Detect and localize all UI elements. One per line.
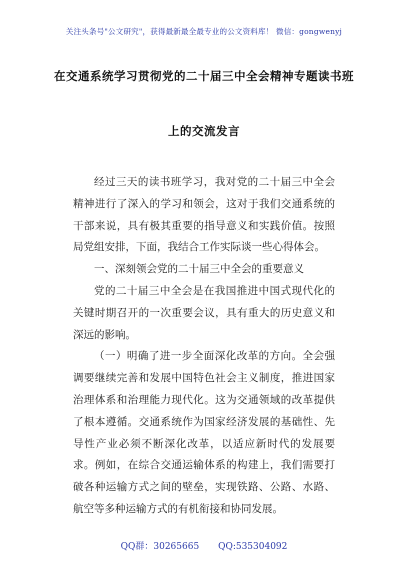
footer-qq-group: QQ群：30265665 (120, 542, 200, 552)
document-body (73, 172, 335, 521)
document-title-line-2: 上的交流发言 (168, 124, 240, 138)
footer-qq-number: QQ:535304092 (218, 542, 288, 552)
body-paragraph: （一）明确了进一步全面深化改革的方向。全会强调要继续完善和发展中国特色社会主义制度，推进国家治理体系和治理能力现代化。这为交通领域的改革提供了根本遵循。交通系统作为国家经济发展的基础性、先导性产业必须不断深化改革，以适应新时代的发展要求。例如，在综合交通运输体系的构建上，我们需要打破各种运输方式之间的壁垒，实现铁路、公路、水路、航空等多种运输方式的有机衔接和协同发展。 (73, 350, 335, 515)
section-heading: 一、深刻领会党的二十届三中全会的重要意义 (94, 263, 304, 276)
footer-contact (0, 539, 408, 552)
body-paragraph: 党的二十届三中全会是在我国推进中国式现代化的关键时期召开的一次重要会议，具有重大的历史意义和深远的影响。 (73, 284, 335, 341)
document-title-line-1: 在交通系统学习贯彻党的二十届三中全会精神专题读书班 (54, 69, 354, 83)
header-promo-note: 关注头条号"公文研究"，获得最新最全最专业的公文资料库！ 微信：gongwenyj (65, 27, 343, 36)
intro-paragraph: 经过三天的读书班学习，我对党的二十届三中全会精神进行了深入的学习和领会，这对于我们交通系统的干部来说，具有极其重要的指导意义和实践价值。按照局党组安排，下面，我结合工作实际谈一些心得体会。 (73, 176, 335, 254)
